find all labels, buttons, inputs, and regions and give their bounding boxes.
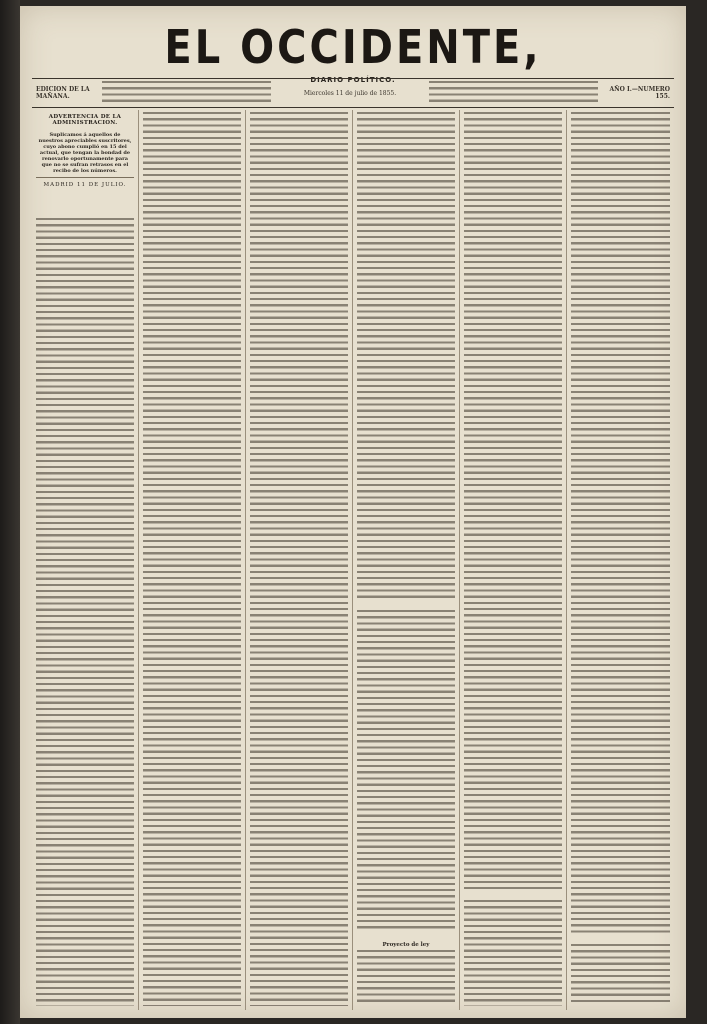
subscription-conditions xyxy=(98,81,275,105)
conditions-text-block xyxy=(102,81,271,105)
edition-infobar xyxy=(32,78,674,108)
column-2 xyxy=(139,110,246,1010)
column-4-text-middle xyxy=(357,610,455,930)
article-columns xyxy=(32,110,674,1010)
column-4-text-lower xyxy=(357,950,455,1006)
bill-heading: Proyecto de ley xyxy=(382,942,430,948)
administration-notice: Suplicamos á aquellos de nuestros apreciables suscritores, cuyo abono cumplió en 15 del actual, que tengan la bondad de renovarlo oportunamente para que no se sufran retrasos en el recibo de los números. xyxy=(36,129,134,178)
issue-date: Miercoles 11 de julio de 1855. xyxy=(303,89,397,97)
column-5-text-lower xyxy=(464,900,562,1006)
madrid-dateline: MADRID 11 DE JULIO. xyxy=(43,182,127,188)
column-2-text xyxy=(143,112,241,1006)
column-6-text-upper xyxy=(571,112,670,934)
column-5-text-upper xyxy=(464,112,562,892)
masthead xyxy=(20,14,686,84)
subscription-points xyxy=(425,81,602,105)
column-6 xyxy=(567,110,674,1010)
edition-label: EDICION DE LA MAÑANA. xyxy=(36,86,90,100)
column-5 xyxy=(460,110,567,1010)
column-1-text xyxy=(36,218,134,1006)
newspaper-page xyxy=(20,6,686,1018)
column-4-text-upper xyxy=(357,112,455,602)
administration-notice-heading: ADVERTENCIA DE LA ADMINISTRACION. xyxy=(48,114,122,126)
page-edge xyxy=(0,0,20,1024)
newspaper-subtitle: DIARIO POLÍTICO. xyxy=(310,76,396,84)
column-3 xyxy=(246,110,353,1010)
column-4 xyxy=(353,110,460,1010)
column-3-text xyxy=(250,112,348,1006)
newspaper-title: EL OCCIDENTE, xyxy=(164,21,542,75)
column-6-text-lower xyxy=(571,944,670,1006)
points-text-block xyxy=(429,81,598,105)
column-1 xyxy=(32,110,139,1010)
issue-number: AÑO I.—NUMERO 155. xyxy=(609,86,670,100)
